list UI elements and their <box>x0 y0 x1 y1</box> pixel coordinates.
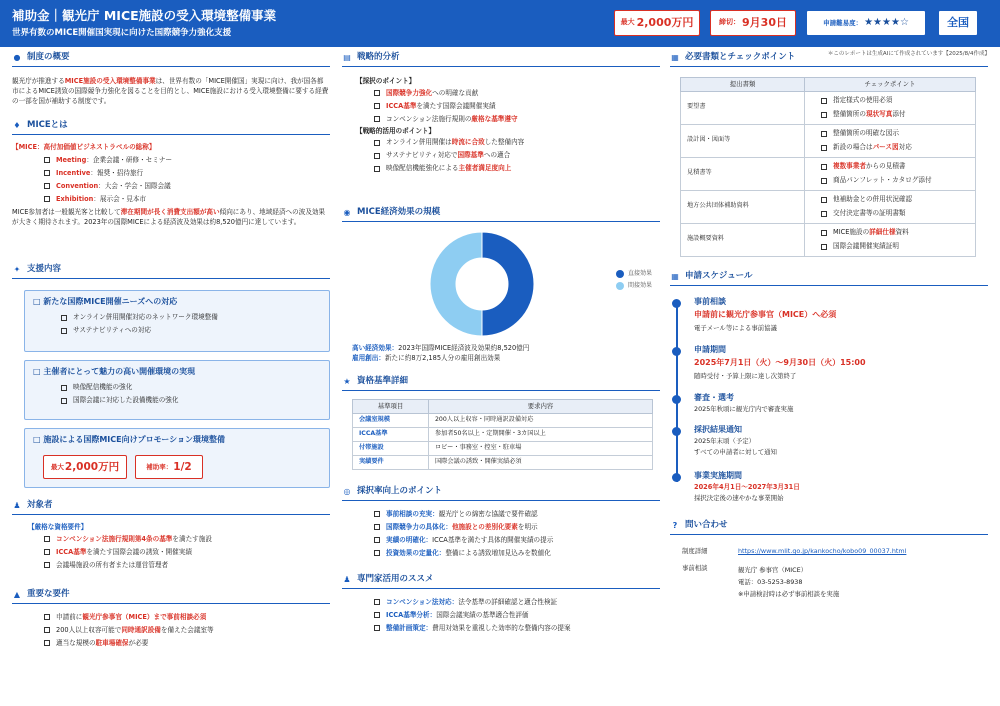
table-row: 地方公共団体補助資料 他補助金との併用状況確認 交付決定書等の証明書類 <box>681 190 976 223</box>
checkbox-icon <box>821 178 827 184</box>
timeline-subtext: 2025年秋頃に観光庁内で審査実施 <box>694 405 794 413</box>
checkbox-icon <box>44 183 50 189</box>
timeline-title: 採択結果通知 <box>694 425 742 434</box>
important-section: ▲ 重要な要件 申請前に観光庁参事官（MICE）まで事前相談必須 200人以上収容可能で同時通訳設備を備えた会議室等 適当な規模の駐車場確保が必要 <box>12 589 330 650</box>
target-list <box>44 533 330 572</box>
help-icon: ? <box>672 521 678 531</box>
mice-item: Exhibition：展示会・見本市 <box>44 193 330 206</box>
expert-icon: ♟ <box>343 575 351 585</box>
warning-icon: ▲ <box>13 590 21 600</box>
timeline-dot <box>672 347 681 356</box>
requirement-item: 適当な規模の駐車場確保が必要 <box>44 637 330 650</box>
timeline-highlight: 2026年4月1日～2027年3月31日 <box>694 483 800 491</box>
checkbox-icon <box>374 153 380 159</box>
checkbox-icon <box>44 549 50 555</box>
economy-section: ◉ MICE経済効果の規模 <box>342 207 660 222</box>
checkbox-icon <box>374 140 380 146</box>
checkbox-icon <box>44 614 50 620</box>
timeline-subtext: 採択決定後の速やかな事業開始 <box>694 494 784 502</box>
chart-icon: ▤ <box>343 53 351 63</box>
strategy-point: オンライン併用開催は時流に合致した整備内容 <box>374 137 660 150</box>
checkbox-icon <box>374 511 380 517</box>
doc-check-item: 交付決定書等の証明書類 <box>821 207 969 221</box>
timeline-title: 申請期間 <box>694 345 726 354</box>
mice-section: ♦ MICEとは 【MICE：高付加価値ビジネストラベルの総称】 Meeting：企業会議・研修・セミナー Incentive：報奨・招待旅行 Convention：大会・学会・国際会議 Exhibition：展示会・見本市 MICE参加者は一般観光客と比較して滞在期間が長く消費支出額が高い傾向にあり、地域経済への波及効果が大きく期待されます。2023年の国際MICEによる経済波及効果は約8,520億円に達しています。 <box>12 120 330 227</box>
subsidy-rate-badge: 補助率： 1/2 <box>135 455 203 479</box>
people-icon: ♟ <box>13 501 21 511</box>
mice-item: Meeting：企業会議・研修・セミナー <box>44 154 330 167</box>
page-subtitle: 世界有数のMICE開催国実現に向けた国際競争力強化支援 <box>12 28 232 38</box>
doc-check-item: 複数事業者からの見積書 <box>821 160 969 174</box>
target-icon: ◎ <box>343 487 351 497</box>
checkbox-icon <box>44 157 50 163</box>
table-row: 実績要件 国際会議の誘致・開催実績必須 <box>353 455 653 469</box>
doc-check-item: MICE施設の詳細仕様資料 <box>821 226 969 240</box>
requirement-item: 申請前に観光庁参事官（MICE）まで事前相談必須 <box>44 611 330 624</box>
mice-definition: 【MICE：高付加価値ビジネストラベルの総称】 <box>12 142 156 151</box>
checkbox-icon <box>374 625 380 631</box>
economy-summary: 高い経済効果：2023年国際MICE経済波及効果約8,520億円 雇用創出：新たに約8万2,185人分の雇用創出効果 <box>352 344 530 362</box>
info-icon: ● <box>13 53 21 63</box>
table-row: ICCA基準 参加者50名以上・定期開催・3カ国以上 <box>353 427 653 441</box>
legend-marker-indirect <box>616 282 624 290</box>
checkbox-icon <box>44 627 50 633</box>
checkbox-icon <box>821 230 827 236</box>
overview-text: 観光庁が推進するMICE施設の受入環境整備事業は、世界有数の「MICE開催国」実現に向け、我が国各都市によるMICE誘致の国際競争力強化を図ることを目的とし、MICE施設における受入環境整備に要する経費の一部を国が補助する制度です。 <box>12 76 329 105</box>
timeline-dot <box>672 299 681 308</box>
checkbox-icon <box>821 164 827 170</box>
adopt-item: 事前相談の充実：観光庁との綿密な協議で要件確認 <box>374 508 660 521</box>
contact-label-consult: 事前相談 <box>682 564 708 572</box>
checkbox-icon <box>374 116 380 122</box>
strategy-point: 国際競争力強化への明確な貢献 <box>374 87 660 100</box>
timeline-title: 審査・選考 <box>694 393 734 402</box>
checkbox-icon <box>821 145 827 151</box>
handshake-icon: ✦ <box>13 265 21 275</box>
checkbox-icon <box>821 98 827 104</box>
table-row: 付帯施設 ロビー・事務室・控室・駐車場 <box>353 441 653 455</box>
docs-section: ▦ 必要書類とチェックポイント 提出書類 チェックポイント 要望書 指定様式の使用必須 整備箇所の現状写真添付 設計図・図面等 整備箇所の明確な図示 新設の場合はパース図対応 見積書等 複数事業者からの見積書 商品パンフレット・カタログ添付 地方公共団体補助資料 他補助金との併用状況確認 交付決定書等の証明書類 施設概要資料 MICE施設の詳細仕様資料 国際会議開催実績証明 <box>670 52 988 257</box>
timeline-dot <box>672 395 681 404</box>
mice-list <box>44 154 330 206</box>
checkbox-icon <box>374 90 380 96</box>
checkbox-icon <box>374 103 380 109</box>
timeline-subtext: 電子メール等による事前協議 <box>694 324 777 332</box>
ai-note: ＊このレポートは生成AIにて作成されています【2025/8/4作成】 <box>827 51 990 57</box>
doc-check-item: 他補助金との併用状況確認 <box>821 193 969 207</box>
expert-section: ♟ 専門家活用のススメ コンベンション法対応：法令基準の詳細確認と適合性検証 ICCA基準分析：国際会議実績の基準適合性評価 整備計画策定：費用対効果を重視した効率的な整備内容の提案 <box>342 574 660 635</box>
strategy-point: ICCA基準を満たす国際会議開催実績 <box>374 100 660 113</box>
checkbox-icon <box>821 244 827 250</box>
timeline-line <box>676 304 678 482</box>
mice-item: Incentive：報奨・招待旅行 <box>44 167 330 180</box>
target-item: 会議場施設の所有者または運営管理者 <box>44 559 330 572</box>
timeline-subtext: 2025年末頃（予定） <box>694 437 755 445</box>
qual-section: ★ 資格基準詳細 基準項目 要求内容 会議室規模 200人以上収容・同時通訳設備対応 ICCA基準 参加者50名以上・定期開催・3カ国以上 付帯施設 ロビー・事務室・控室・駐車場 実績要件 国際会議の誘致・開催実績必須 <box>342 376 660 470</box>
table-row: 要望書 指定様式の使用必須 整備箇所の現状写真添付 <box>681 91 976 124</box>
checkbox-icon <box>44 170 50 176</box>
checkbox-icon <box>821 211 827 217</box>
checkbox-icon <box>44 640 50 646</box>
expert-item: ICCA基準分析：国際会議実績の基準適合性評価 <box>374 609 660 622</box>
adopt-section: ◎ 採択率向上のポイント 事前相談の充実：観光庁との綿密な協議で要件確認 国際競争力の具体化：他施設との差別化要素を明示 実績の明確化：ICCA基準を満たす具体的開催実績の提示 投資効果の定量化：整備による誘致増加見込みを数値化 <box>342 486 660 560</box>
target-section: ♟ 対象者 【厳格な資格要件】 コンベンション法施行規則第4条の基準を満たす施設 ICCA基準を満たす国際会議の誘致・開催実績 会議場施設の所有者または運営管理者 <box>12 500 330 572</box>
doc-check-item: 整備箇所の明確な図示 <box>821 127 969 141</box>
star-icon: ★ <box>343 377 351 387</box>
contact-section: ? 問い合わせ 制度詳細 https://www.mlit.go.jp/kankocho/kobo09_00037.html 事前相談 観光庁 参事官（MICE） 電話：03-5253-8938 ※申請検討時は必ず事前相談を実施 <box>670 520 988 535</box>
expert-item: コンベンション法対応：法令基準の詳細確認と適合性検証 <box>374 596 660 609</box>
strategy-point: サステナビリティ対応で国際基準への適合 <box>374 150 660 163</box>
support-section: ✦ 支援内容 <box>12 264 330 279</box>
checkbox-icon <box>821 112 827 118</box>
timeline-dot <box>672 473 681 482</box>
table-row: 会議室規模 200人以上収容・同時通訳設備対応 <box>353 413 653 427</box>
mice-item: Convention：大会・学会・国際会議 <box>44 180 330 193</box>
strategy-point: 映像配信機能強化による主催者満足度向上 <box>374 163 660 176</box>
adopt-item: 投資効果の定量化：整備による誘致増加見込みを数値化 <box>374 547 660 560</box>
max-amount-badge: 最大 2,000万円 <box>43 455 127 479</box>
difficulty-badge: 申請難易度： ★★★★☆ <box>806 10 926 36</box>
docs-table: 提出書類 チェックポイント 要望書 指定様式の使用必須 整備箇所の現状写真添付 設計図・図面等 整備箇所の明確な図示 新設の場合はパース図対応 見積書等 複数事業者からの見積書 商品パンフレット・カタログ添付 地方公共団体補助資料 他補助金との併用状況確認 交付決定書等の証明書類 施設概要資料 MICE施設の詳細仕様資料 国際会議開催実績証明 <box>680 77 976 257</box>
checkbox-icon <box>374 550 380 556</box>
strategy-point: コンベンション法施行規則の厳格な基準遵守 <box>374 113 660 126</box>
economy-donut-chart <box>426 228 538 340</box>
schedule-timeline <box>672 296 982 512</box>
contact-details: 観光庁 参事官（MICE） 電話：03-5253-8938 ※申請検討時は必ず事前相談を実施 <box>738 566 840 599</box>
timeline-dot <box>672 427 681 436</box>
doc-check-item: 整備箇所の現状写真添付 <box>821 108 969 122</box>
timeline-subtext: 随時受付・予算上限に達し次第終了 <box>694 372 797 380</box>
calendar-icon: ▦ <box>671 272 679 282</box>
schedule-section: ▦ 申請スケジュール <box>670 271 988 286</box>
adopt-item: 実績の明確化：ICCA基準を満たす具体的開催実績の提示 <box>374 534 660 547</box>
adopt-item: 国際競争力の具体化：他施設との差別化要素を明示 <box>374 521 660 534</box>
table-row: 設計図・図面等 整備箇所の明確な図示 新設の場合はパース図対応 <box>681 124 976 157</box>
strategy-section: ▤ 戦略的分析 【採択のポイント】 国際競争力強化への明確な貢献 ICCA基準を満たす国際会議開催実績 コンベンション法施行規則の厳格な基準遵守 【戦略的活用のポイント】 オンライン併用開催は時流に合致した整備内容 サステナビリティ対応で国際基準への適合 映像配信機能強化による主催者満足度向上 <box>342 52 660 176</box>
support-card-3: □ 施設による国際MICE向けプロモーション環境整備 最大 2,000万円 補助率： 1/2 <box>24 428 330 488</box>
timeline-title: 事業実施期間 <box>694 471 742 480</box>
contact-url-link[interactable]: https://www.mlit.go.jp/kankocho/kobo09_00037.html <box>738 547 907 555</box>
doc-check-item: 国際会議開催実績証明 <box>821 240 969 254</box>
checkbox-icon <box>374 524 380 530</box>
expert-item: 整備計画策定：費用対効果を重視した効率的な整備内容の提案 <box>374 622 660 635</box>
overview-section: ● 制度の概要 観光庁が推進するMICE施設の受入環境整備事業は、世界有数の「MICE開催国」実現に向け、我が国各都市によるMICE誘致の国際競争力強化を図ることを目的とし、MICE施設における受入環境整備に要する経費の一部を国が補助する制度です。 <box>12 52 329 105</box>
checkbox-icon <box>821 131 827 137</box>
checkbox-icon <box>374 599 380 605</box>
page-title: 補助金｜観光庁 MICE施設の受入環境整備事業 <box>12 8 277 23</box>
table-row: 施設概要資料 MICE施設の詳細仕様資料 国際会議開催実績証明 <box>681 223 976 256</box>
checkbox-icon <box>44 196 50 202</box>
chart-legend: 直接効果 間接効果 <box>616 268 652 292</box>
checkbox-icon <box>374 537 380 543</box>
doc-check-item: 新設の場合はパース図対応 <box>821 141 969 155</box>
requirement-item: 200人以上収容可能で同時通訳設備を備えた会議室等 <box>44 624 330 637</box>
timeline-highlight: 2025年7月1日（火）～9月30日（火）15:00 <box>694 358 866 367</box>
deadline-badge: 締切： 9月30日 <box>710 10 796 36</box>
globe-icon: ◉ <box>343 208 351 218</box>
table-row: 見積書等 複数事業者からの見積書 商品パンフレット・カタログ添付 <box>681 157 976 190</box>
checkbox-icon <box>44 536 50 542</box>
doc-check-item: 指定様式の使用必須 <box>821 94 969 108</box>
timeline-highlight: 申請前に観光庁参事官（MICE）へ必須 <box>694 310 837 319</box>
doc-check-item: 商品パンフレット・カタログ添付 <box>821 174 969 188</box>
timeline-subtext: すべての申請者に対して通知 <box>694 448 777 456</box>
contact-label-detail: 制度詳細 <box>682 547 708 555</box>
region-badge: 全国 <box>938 10 978 36</box>
header-banner <box>0 0 1000 47</box>
amount-badge: 最大 2,000万円 <box>614 10 700 36</box>
mice-paragraph: MICE参加者は一般観光客と比較して滞在期間が長く消費支出額が高い傾向にあり、地域経済への波及効果が大きく期待されます。2023年の国際MICEによる経済波及効果は約8,520億円に達しています。 <box>12 207 326 226</box>
document-icon: ▦ <box>671 53 679 63</box>
target-item: コンベンション法施行規則第4条の基準を満たす施設 <box>44 533 330 546</box>
checkbox-icon <box>374 166 380 172</box>
support-card-2: □ 主催者にとって魅力の高い開催環境の実現 映像配信機能の強化 国際会議に対応した設備機能の強化 <box>24 360 330 420</box>
checkbox-icon <box>374 612 380 618</box>
timeline-title: 事前相談 <box>694 297 726 306</box>
legend-marker-direct <box>616 270 624 278</box>
checkbox-icon <box>44 562 50 568</box>
qual-table: 基準項目 要求内容 会議室規模 200人以上収容・同時通訳設備対応 ICCA基準 参加者50名以上・定期開催・3カ国以上 付帯施設 ロビー・事務室・控室・駐車場 実績要件 国際会議の誘致・開催実績必須 <box>352 399 653 470</box>
checkbox-icon <box>821 197 827 203</box>
donut-slice-direct <box>482 232 534 336</box>
lightbulb-icon: ♦ <box>13 121 21 131</box>
important-list <box>44 611 330 650</box>
support-card-1: □ 新たな国際MICE開催ニーズへの対応 オンライン併用開催対応のネットワーク環境整備 サステナビリティへの対応 <box>24 290 330 352</box>
donut-slice-indirect <box>430 232 482 336</box>
target-item: ICCA基準を満たす国際会議の誘致・開催実績 <box>44 546 330 559</box>
